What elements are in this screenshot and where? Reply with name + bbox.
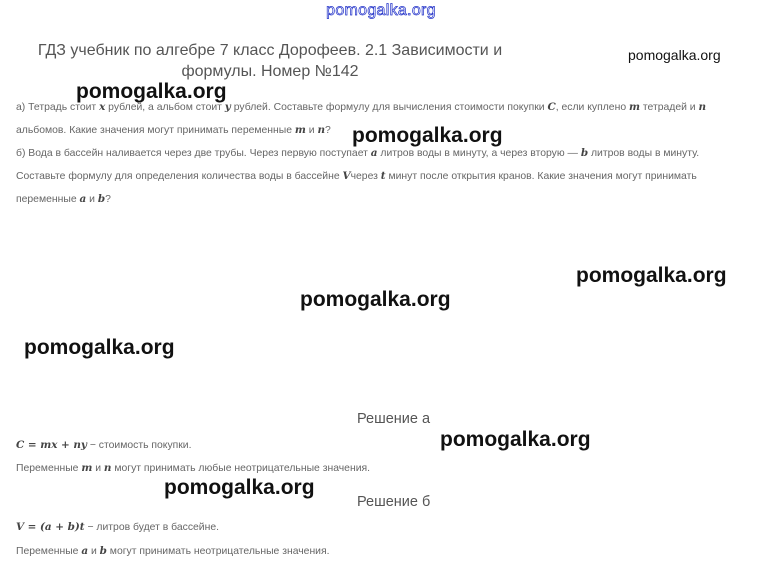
math-var: V: [342, 170, 351, 182]
task-text: литров воды в минуту. Составьте формулу для определения количества воды в бассейне: [16, 148, 700, 182]
math-var: m: [81, 462, 93, 474]
math-var: C: [547, 101, 556, 113]
solution-a-formula-line: [16, 439, 192, 451]
math-var: b: [97, 193, 106, 205]
math-var: x: [99, 101, 106, 113]
solution-a-heading: Решение а: [357, 411, 431, 427]
task-text: а) Тетрадь стоит: [16, 102, 100, 113]
watermark: pomogalka.org: [352, 124, 503, 147]
task-text: через: [350, 171, 381, 182]
math-var: n: [317, 124, 326, 136]
task-text: минут после открытия кранов. Какие значения могут принимать переменные: [16, 171, 697, 205]
task-text: тетрадей и: [639, 102, 699, 113]
math-var: a: [79, 193, 87, 205]
task-text: б) Вода в бассейн наливается через две трубы. Через первую поступает: [16, 148, 371, 159]
math-var: m: [628, 101, 640, 113]
task-text: рублей, а альбом стоит: [105, 102, 225, 113]
math-var: n: [698, 101, 707, 113]
math-var: y: [224, 101, 231, 113]
math-var: a: [370, 147, 378, 159]
watermark: pomogalka.org: [440, 428, 591, 451]
page-title: ГДЗ учебник по алгебре 7 класс Дорофеев. 2.1 Зависимости и формулы. Номер №142: [37, 42, 503, 80]
solution-b-formula-line: [16, 521, 219, 533]
solution-b-note: [16, 545, 330, 557]
watermark: pomogalka.org: [576, 264, 727, 287]
watermark: pomogalka.org: [164, 476, 315, 499]
math-var: m: [294, 124, 306, 136]
task-text: ?: [105, 194, 111, 205]
solution-text: и: [88, 546, 100, 557]
solution-a-note: [16, 462, 370, 474]
task-part-a: [16, 96, 751, 142]
solution-text: могут принимать неотрицательные значения.: [106, 546, 330, 557]
solution-text: − стоимость покупки.: [86, 440, 192, 451]
math-var: a: [81, 545, 89, 557]
watermark: pomogalka.org: [24, 336, 175, 359]
watermark: pomogalka.org: [76, 80, 227, 103]
task-text: альбомов. Какие значения могут принимать переменные: [16, 125, 295, 136]
watermark: pomogalka.org: [300, 288, 451, 311]
math-var: n: [103, 462, 112, 474]
task-statement: [16, 96, 751, 211]
math-var: b: [580, 147, 589, 159]
formula: V = (a + b)t: [16, 521, 85, 533]
watermark: pomogalka.org: [628, 47, 721, 63]
math-var: b: [99, 545, 107, 557]
solution-text: Переменные: [16, 463, 82, 474]
solution-b-heading: Решение б: [357, 494, 431, 510]
site-logo[interactable]: pomogalka.org: [326, 2, 436, 19]
task-part-b: [16, 142, 751, 211]
task-text: литров воды в минуту, а через вторую —: [377, 148, 581, 159]
task-text: и: [305, 125, 318, 136]
math-var: t: [380, 170, 386, 182]
solution-text: могут принимать любые неотрицательные значения.: [111, 463, 371, 474]
task-text: рублей. Составьте формулу для вычисления стоимости покупки: [230, 102, 548, 113]
solution-text: и: [92, 463, 104, 474]
solution-text: Переменные: [16, 546, 82, 557]
formula: C = mx + ny: [16, 439, 87, 451]
task-text: и: [86, 194, 98, 205]
solution-text: − литров будет в бассейне.: [84, 522, 220, 533]
task-text: ?: [325, 125, 331, 136]
task-text: , если куплено: [555, 102, 629, 113]
